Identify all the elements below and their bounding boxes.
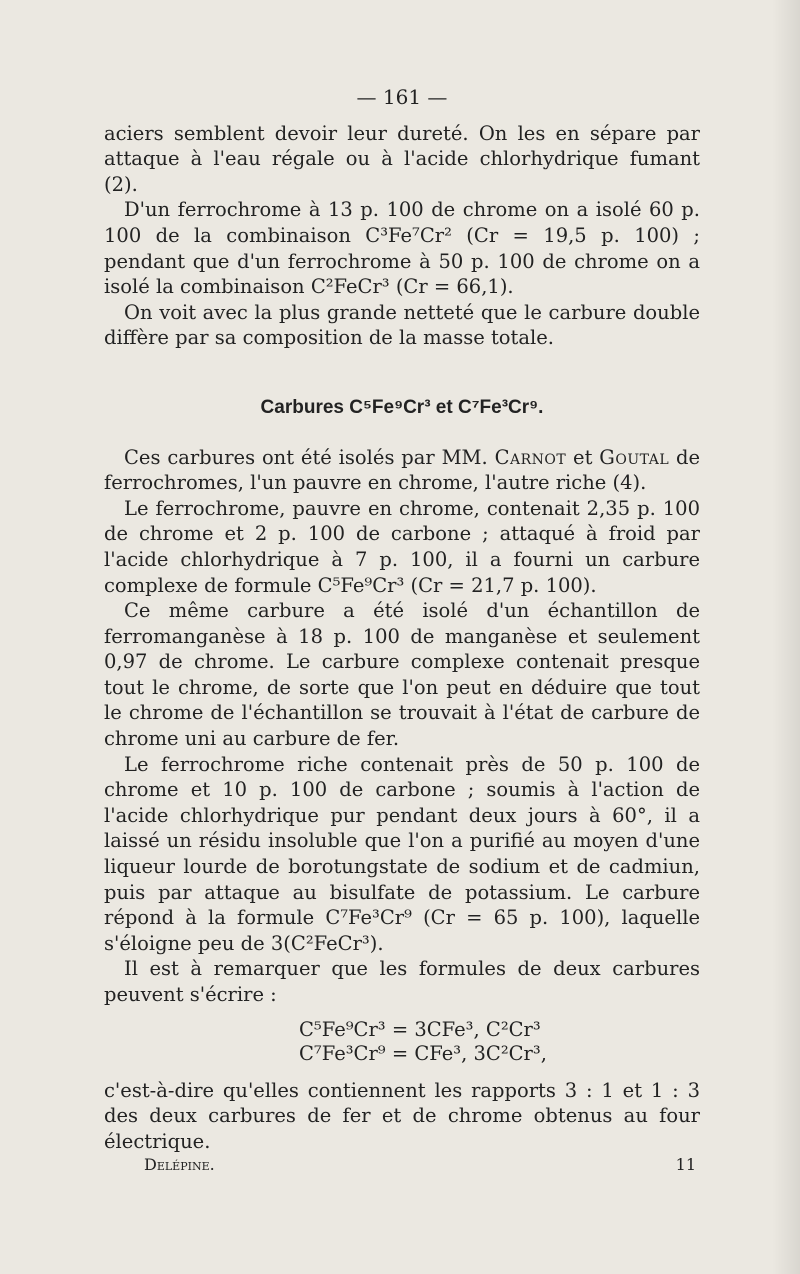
page-content <box>104 85 700 1176</box>
paragraph-2: D'un ferrochrome à 13 p. 100 de chrome on a isolé 60 p. 100 de la combinaison C³Fe⁷Cr² (Cr = 19,5 p. 100) ; pendant que d'un ferrochrome à 50 p. 100 de chrome on a isolé la combinaison C²FeCr³ (Cr = 66,1). <box>104 198 700 299</box>
paragraph-formulas-intro: Il est à remarquer que les formules de deux carbures peuvent s'écrire : <box>104 957 700 1006</box>
footer-author: Delépine. <box>144 1155 215 1175</box>
paragraph-1: aciers semblent devoir leur dureté. On les en sépare par attaque à l'eau régale ou à l'acide chlorhydrique fumant (2). <box>104 121 700 196</box>
paragraph-ferromanganese: Ce même carbure a été isolé d'un échantillon de ferromanganèse à 18 p. 100 de manganèse et seulement 0,97 de chrome. Le carbure complexe contenait presque tout le chrome, de sorte que l'on peut en déduire que tout le chrome de l'échantillon se trouvait à l'état de carbure de chrome uni au carbure de fer. <box>104 599 700 751</box>
page-edge-shadow <box>772 0 800 1274</box>
paragraph-poor-ferrochrome: Le ferrochrome, pauvre en chrome, contenait 2,35 p. 100 de chrome et 2 p. 100 de carbone ; attaqué à froid par l'acide chlorhydrique à 7 p. 100, il a fourni un carbure complexe de formule C⁵Fe⁹Cr³ (Cr = 21,7 p. 100). <box>104 496 700 597</box>
paragraph-carnot-before: Ces carbures ont été isolés par MM. <box>124 445 495 469</box>
paragraph-carnot-mid: et <box>566 445 600 469</box>
formula-block <box>104 1018 700 1066</box>
paragraph-3: On voit avec la plus grande netteté que le carbure double diffère par sa composition de la masse totale. <box>104 300 700 350</box>
author-name-carnot: Carnot <box>494 445 567 469</box>
formula-line-1: C⁵Fe⁹Cr³ = 3CFe³, C²Cr³ <box>299 1017 541 1041</box>
paragraph-rich-ferrochrome: Le ferrochrome riche contenait près de 50 p. 100 de chrome et 10 p. 100 de carbone ; soumis à l'action de l'acide chlorhydrique pur pendant deux jours à 60°, il a laissé un résidu insoluble que l'on a purifié au moyen d'une liqueur lourde de borotungstate de sodium et de cadmiun, puis par attaque au bisulfate de potassium. Le carbure répond à la formule C⁷Fe³Cr⁹ (Cr = 65 p. 100), laquelle s'éloigne peu de 3(C²FeCr³). <box>104 752 700 955</box>
page-footer <box>104 1154 700 1176</box>
paragraph-conclusion: c'est-à-dire qu'elles contiennent les rapports 3 : 1 et 1 : 3 des deux carbures de fer et de chrome obtenus au four électrique. <box>104 1078 700 1153</box>
author-name-goutal: Goutal <box>599 445 670 469</box>
formula-line-2: C⁷Fe³Cr⁹ = CFe³, 3C²Cr³, <box>299 1041 547 1065</box>
paragraph-carnot <box>104 445 700 496</box>
paragraph-carnot-after: de ferrochromes, l'un pauvre en chrome, l'autre riche (4). <box>104 445 700 495</box>
section-heading: Carbures C⁵Fe⁹Cr³ et C⁷Fe³Cr⁹. <box>260 396 544 418</box>
page-number: — 161 — <box>356 85 448 109</box>
footer-sheet-number: 11 <box>675 1155 696 1175</box>
